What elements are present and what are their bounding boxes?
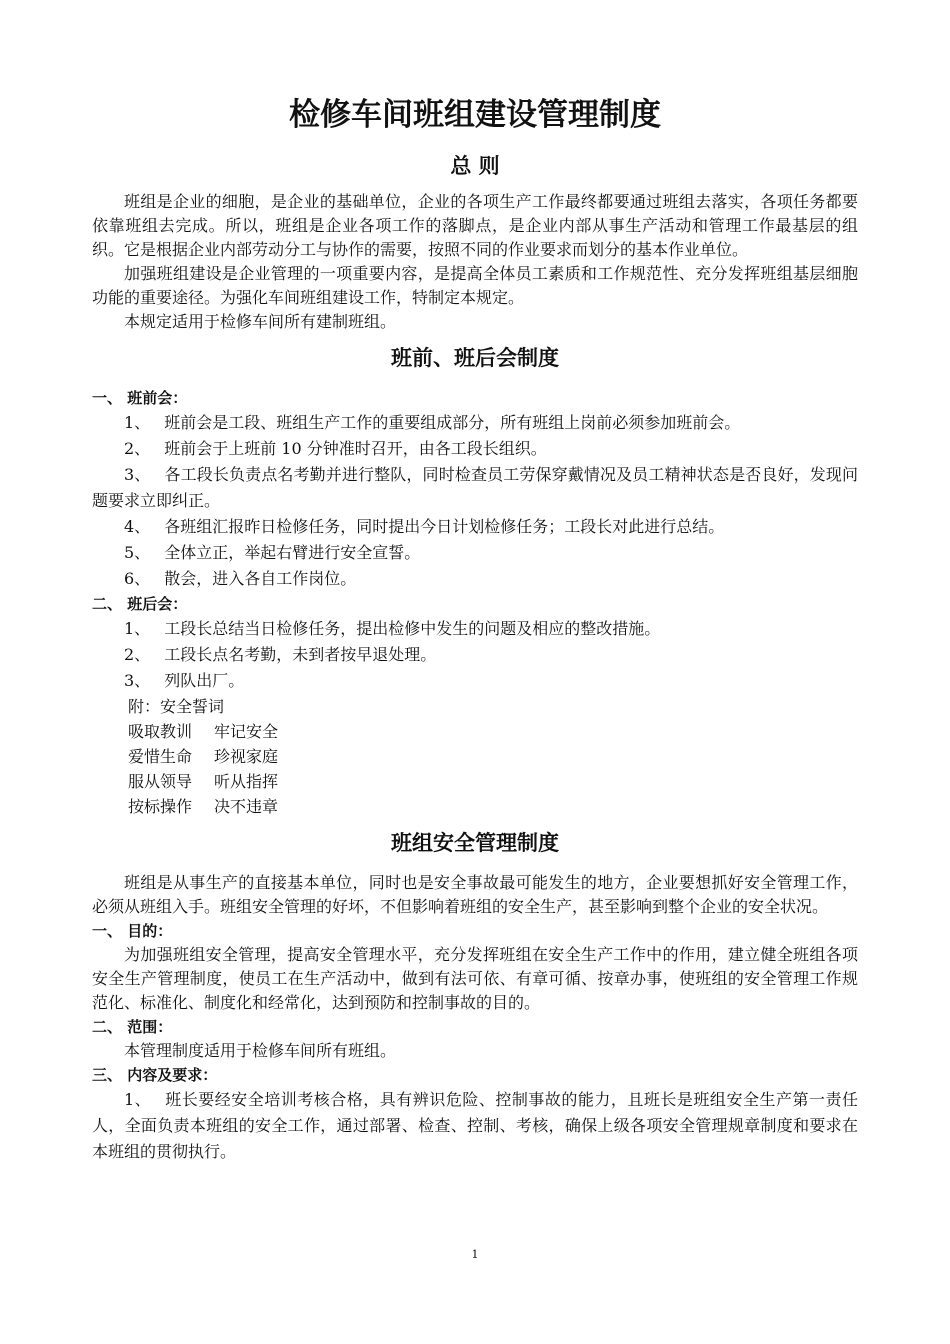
post-meeting-heading: 二、 班后会：: [92, 595, 188, 613]
list-item-text: 班前会是工段、班组生产工作的重要组成部分，所有班组上岗前必须参加班前会。: [164, 413, 741, 432]
safety-intro-paragraph: 班组是从事生产的直接基本单位，同时也是安全事故最可能发生的地方，企业要想抓好安全管理工作，必须从班组入手。班组安全管理的好坏，不但影响着班组的安全生产，甚至影响到整个企业的安全状况。: [92, 873, 858, 916]
purpose-heading: 一、 目的：: [92, 922, 173, 940]
oath-phrase: 爱惜生命: [128, 747, 193, 766]
list-item-text: 班前会于上班前 10 分钟准时召开，由各工段长组织。: [164, 439, 547, 458]
list-item: [92, 540, 858, 566]
oath-phrase: 服从领导: [128, 772, 193, 791]
oath-phrase: 决不违章: [214, 797, 279, 816]
list-item-number: 3、: [124, 671, 151, 690]
list-item: [92, 514, 858, 540]
section-title-meetings: 班前、班后会制度: [391, 346, 559, 370]
oath-phrase: 牢记安全: [214, 722, 279, 741]
safety-oath-line: [128, 769, 858, 794]
purpose-paragraph: 为加强班组安全管理，提高安全管理水平，充分发挥班组在安全生产工作中的作用，建立健全班组各项安全生产管理制度，使员工在生产活动中，做到有法可依、有章可循、按章办事，使班组的安全管理工作规范化、标准化、制度化和经常化，达到预防和控制事故的目的。: [92, 945, 858, 1012]
safety-oath-label: 附：安全誓词: [128, 697, 225, 716]
list-item-number: 3、: [124, 465, 151, 484]
list-item-text: 全体立正，举起右臂进行安全宣誓。: [164, 543, 421, 562]
oath-phrase: 按标操作: [128, 797, 193, 816]
list-item: [92, 668, 858, 694]
list-item: [92, 642, 858, 668]
list-item-number: 1、: [124, 619, 151, 638]
list-item-number: 5、: [124, 543, 151, 562]
oath-phrase: 听从指挥: [214, 772, 279, 791]
document-title: 检修车间班组建设管理制度: [289, 97, 661, 133]
list-item-number: 1、: [124, 1090, 152, 1109]
list-item-text: 各班组汇报昨日检修任务，同时提出今日计划检修任务；工段长对此进行总结。: [164, 517, 725, 536]
list-item-text: 工段长点名考勤，未到者按早退处理。: [164, 645, 437, 664]
oath-phrase: 珍视家庭: [214, 747, 279, 766]
list-item-number: 1、: [124, 413, 151, 432]
general-paragraph-1: 班组是企业的细胞，是企业的基础单位，企业的各项生产工作最终都要通过班组去落实，各项任务都要依靠班组去完成。所以，班组是企业各项工作的落脚点，是企业内部从事生产活动和管理工作最基层的组织。它是根据企业内部劳动分工与协作的需要，按照不同的作业要求而划分的基本作业单位。: [92, 192, 858, 259]
list-item: [92, 616, 858, 642]
list-item-number: 2、: [124, 645, 151, 664]
list-item-text: 各工段长负责点名考勤并进行整队，同时检查员工劳保穿戴情况及员工精神状态是否良好，发现问题要求立即纠正。: [92, 465, 858, 510]
list-item: [92, 436, 858, 462]
list-item-number: 2、: [124, 439, 151, 458]
list-item: [92, 462, 858, 514]
list-item-number: 4、: [124, 517, 151, 536]
general-paragraph-3: 本规定适用于检修车间所有建制班组。: [124, 312, 397, 331]
scope-heading: 二、 范围：: [92, 1018, 173, 1036]
list-item: [92, 1087, 858, 1165]
safety-oath-line: [128, 719, 858, 744]
general-paragraph-2: 加强班组建设是企业管理的一项重要内容，是提高全体员工素质和工作规范性、充分发挥班组基层细胞功能的重要途径。为强化车间班组建设工作，特制定本规定。: [92, 264, 858, 307]
post-meeting-list: [92, 616, 858, 694]
list-item-text: 散会，进入各自工作岗位。: [164, 569, 357, 588]
list-item: [92, 566, 858, 592]
section-title-general: 总 则: [450, 154, 500, 178]
pre-meeting-list: [92, 410, 858, 592]
safety-oath: [92, 694, 858, 819]
content-heading: 三、 内容及要求：: [92, 1066, 218, 1084]
content-list: [92, 1087, 858, 1165]
safety-oath-line: [128, 744, 858, 769]
safety-oath-line: [128, 794, 858, 819]
oath-phrase: 吸取教训: [128, 722, 193, 741]
scope-paragraph: 本管理制度适用于检修车间所有班组。: [124, 1041, 397, 1060]
pre-meeting-heading: 一、 班前会：: [92, 389, 188, 407]
section-title-safety: 班组安全管理制度: [391, 831, 559, 855]
list-item-number: 6、: [124, 569, 151, 588]
list-item: [92, 410, 858, 436]
page-number: 1: [471, 1248, 479, 1261]
list-item-text: 班长要经安全培训考核合格，具有辨识危险、控制事故的能力，且班长是班组安全生产第一责任人，全面负责本班组的安全工作，通过部署、检查、控制、考核，确保上级各项安全管理规章制度和要求在本班组的贯彻执行。: [92, 1090, 858, 1161]
list-item-text: 列队出厂。: [164, 671, 245, 690]
list-item-text: 工段长总结当日检修任务，提出检修中发生的问题及相应的整改措施。: [164, 619, 661, 638]
